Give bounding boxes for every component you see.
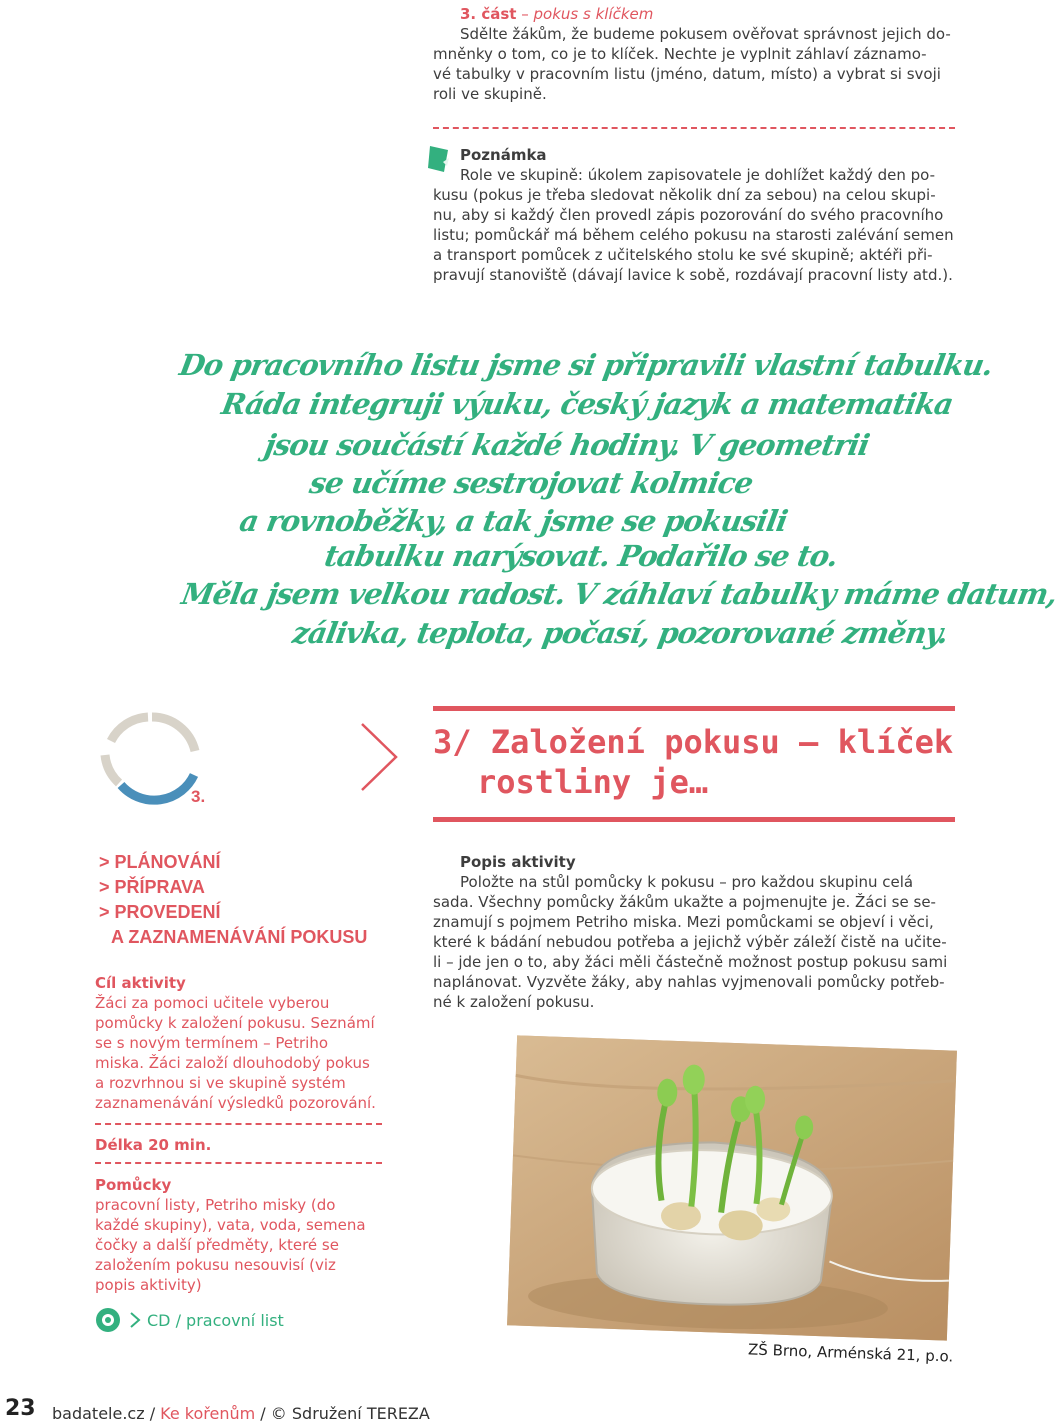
duration: Délka 20 min. bbox=[95, 1136, 212, 1154]
activity-line: znamují s pojmem Petriho miska. Mezi pomůckami se objeví i věci, bbox=[433, 913, 934, 931]
note-line: Role ve skupině: úkolem zapisovatele je dohlížet každý den po- bbox=[460, 166, 935, 184]
sprout-photo bbox=[507, 1035, 957, 1340]
part-label: 3. část bbox=[460, 5, 517, 23]
note-line: nu, aby si každý člen provedl zápis pozorování do svého pracovního bbox=[433, 206, 944, 224]
section-heading-line1: 3/ Založení pokusu – klíček bbox=[433, 723, 954, 761]
cd-icon bbox=[95, 1307, 121, 1333]
activity-line: né k založení pokusu. bbox=[433, 993, 595, 1011]
goal-line: se s novým termínem – Petriho bbox=[95, 1034, 329, 1052]
handwriting-line: Ráda integruji výuku, český jazyk a matematika bbox=[219, 387, 956, 421]
tools-line: pracovní listy, Petriho misky (do bbox=[95, 1196, 336, 1214]
handwriting-line: Měla jsem velkou radost. V záhlaví tabulky máme datum, bbox=[179, 577, 1060, 611]
photo-caption: ZŠ Brno, Arménská 21, p.o. bbox=[747, 1340, 954, 1366]
handwriting-line: se učíme sestrojovat kolmice bbox=[307, 466, 756, 500]
phase-item: A ZAZNAMENÁVÁNÍ POKUSU bbox=[111, 927, 368, 947]
tools-line: popis aktivity) bbox=[95, 1276, 202, 1294]
goal-line: Žáci za pomoci učitele vyberou bbox=[95, 994, 330, 1012]
activity-box bbox=[433, 852, 958, 1012]
phase-list bbox=[99, 850, 367, 950]
activity-line: sada. Všechny pomůcky žákům ukažte a pojmenujte je. Žáci se se- bbox=[433, 893, 936, 911]
chevron-right-icon bbox=[129, 1311, 141, 1329]
handwriting-line: zálivka, teplota, počasí, pozorované změny. bbox=[290, 616, 951, 650]
note-box bbox=[433, 145, 958, 285]
footer-sep: / bbox=[144, 1404, 161, 1423]
activity-line: li – jde jen o to, aby žáci měli částečně možnost postup pokusu sami bbox=[433, 953, 948, 971]
handwriting-line: Do pracovního listu jsme si připravili vlastní tabulku. bbox=[177, 348, 996, 382]
part-heading bbox=[433, 4, 958, 24]
divider bbox=[95, 1162, 382, 1164]
chevron-right-icon bbox=[359, 722, 399, 796]
handwriting-line: a rovnoběžky, a tak jsme se pokusili bbox=[237, 504, 790, 538]
intro-line: Sdělte žákům, že budeme pokusem ověřovat správnost jejich do- bbox=[460, 25, 951, 43]
activity-line: Položte na stůl pomůcky k pokusu – pro každou skupinu celá bbox=[460, 873, 914, 891]
footer-credits bbox=[52, 1404, 430, 1424]
progress-ring bbox=[97, 713, 212, 813]
footer-sep: / © bbox=[255, 1404, 292, 1423]
goal-line: pomůcky k založení pokusu. Seznámí bbox=[95, 1014, 375, 1032]
heading-top-rule bbox=[433, 706, 955, 711]
handwriting-line: jsou součástí každé hodiny. V geometrii bbox=[262, 428, 872, 462]
progress-label: 3. bbox=[191, 787, 206, 806]
section-heading bbox=[433, 722, 955, 802]
activity-line: které k bádání nebudou potřeba a jejichž výběr záleží čistě na učite- bbox=[433, 933, 947, 951]
tools-title: Pomůcky bbox=[95, 1176, 172, 1194]
handwriting-line: tabulku narýsovat. Podařilo se to. bbox=[322, 539, 841, 573]
part-dash: – bbox=[516, 5, 534, 23]
cd-link[interactable] bbox=[95, 1307, 284, 1333]
intro-line: roli ve skupině. bbox=[433, 85, 547, 103]
tools-line: založením pokusu nesouvisí (viz bbox=[95, 1256, 336, 1274]
part-title: pokus s klíčkem bbox=[533, 5, 654, 23]
footer-book: Ke kořenům bbox=[160, 1404, 256, 1423]
page-number: 23 bbox=[5, 1396, 36, 1421]
divider bbox=[433, 127, 955, 129]
footer-org: Sdružení TEREZA bbox=[291, 1404, 430, 1423]
phase-item: > PROVEDENÍ bbox=[99, 902, 221, 922]
phase-item: > PŘÍPRAVA bbox=[99, 877, 205, 897]
goal-line: a rozvrhnou si ve skupině systém bbox=[95, 1074, 346, 1092]
footer bbox=[0, 1396, 960, 1425]
goal-line: miska. Žáci založí dlouhodobý pokus bbox=[95, 1054, 370, 1072]
phase-item: > PLÁNOVÁNÍ bbox=[99, 852, 221, 872]
part-intro bbox=[433, 4, 958, 104]
goal-title: Cíl aktivity bbox=[95, 974, 186, 992]
intro-line: mněnky o tom, co je to klíček. Nechte je vyplnit záhlaví záznamo- bbox=[433, 45, 927, 63]
note-line: listu; pomůckář má během celého pokusu na starosti zalévání semen bbox=[433, 226, 954, 244]
activity-title: Popis aktivity bbox=[460, 853, 576, 871]
tools-line: čočky a další předměty, které se bbox=[95, 1236, 339, 1254]
heading-bottom-rule bbox=[433, 817, 955, 822]
tools-line: každé skupiny), vata, voda, semena bbox=[95, 1216, 366, 1234]
divider bbox=[95, 1123, 382, 1125]
footer-site[interactable]: badatele.cz bbox=[52, 1404, 145, 1423]
activity-line: naplánovat. Vyzvěte žáky, aby nahlas vyjmenovali pomůcky potřeb- bbox=[433, 973, 945, 991]
note-line: kusu (pokus je třeba sledovat několik dní za sebou) na celou skupi- bbox=[433, 186, 936, 204]
goal-box bbox=[95, 973, 395, 1113]
intro-line: vé tabulky v pracovním listu (jméno, datum, místo) a vybrat si svoji bbox=[433, 65, 941, 83]
note-line: a transport pomůcek z učitelského stolu ke své skupině; aktéři při- bbox=[433, 246, 933, 264]
note-title: Poznámka bbox=[460, 146, 547, 164]
note-line: pravují stanoviště (dávají lavice k sobě, rozdávají pracovní listy atd.). bbox=[433, 266, 953, 284]
section-heading-line2: rostliny je… bbox=[477, 763, 709, 801]
tools-box bbox=[95, 1175, 395, 1295]
cd-link-label: CD / pracovní list bbox=[147, 1310, 284, 1330]
goal-line: zaznamenávání výsledků pozorování. bbox=[95, 1094, 376, 1112]
